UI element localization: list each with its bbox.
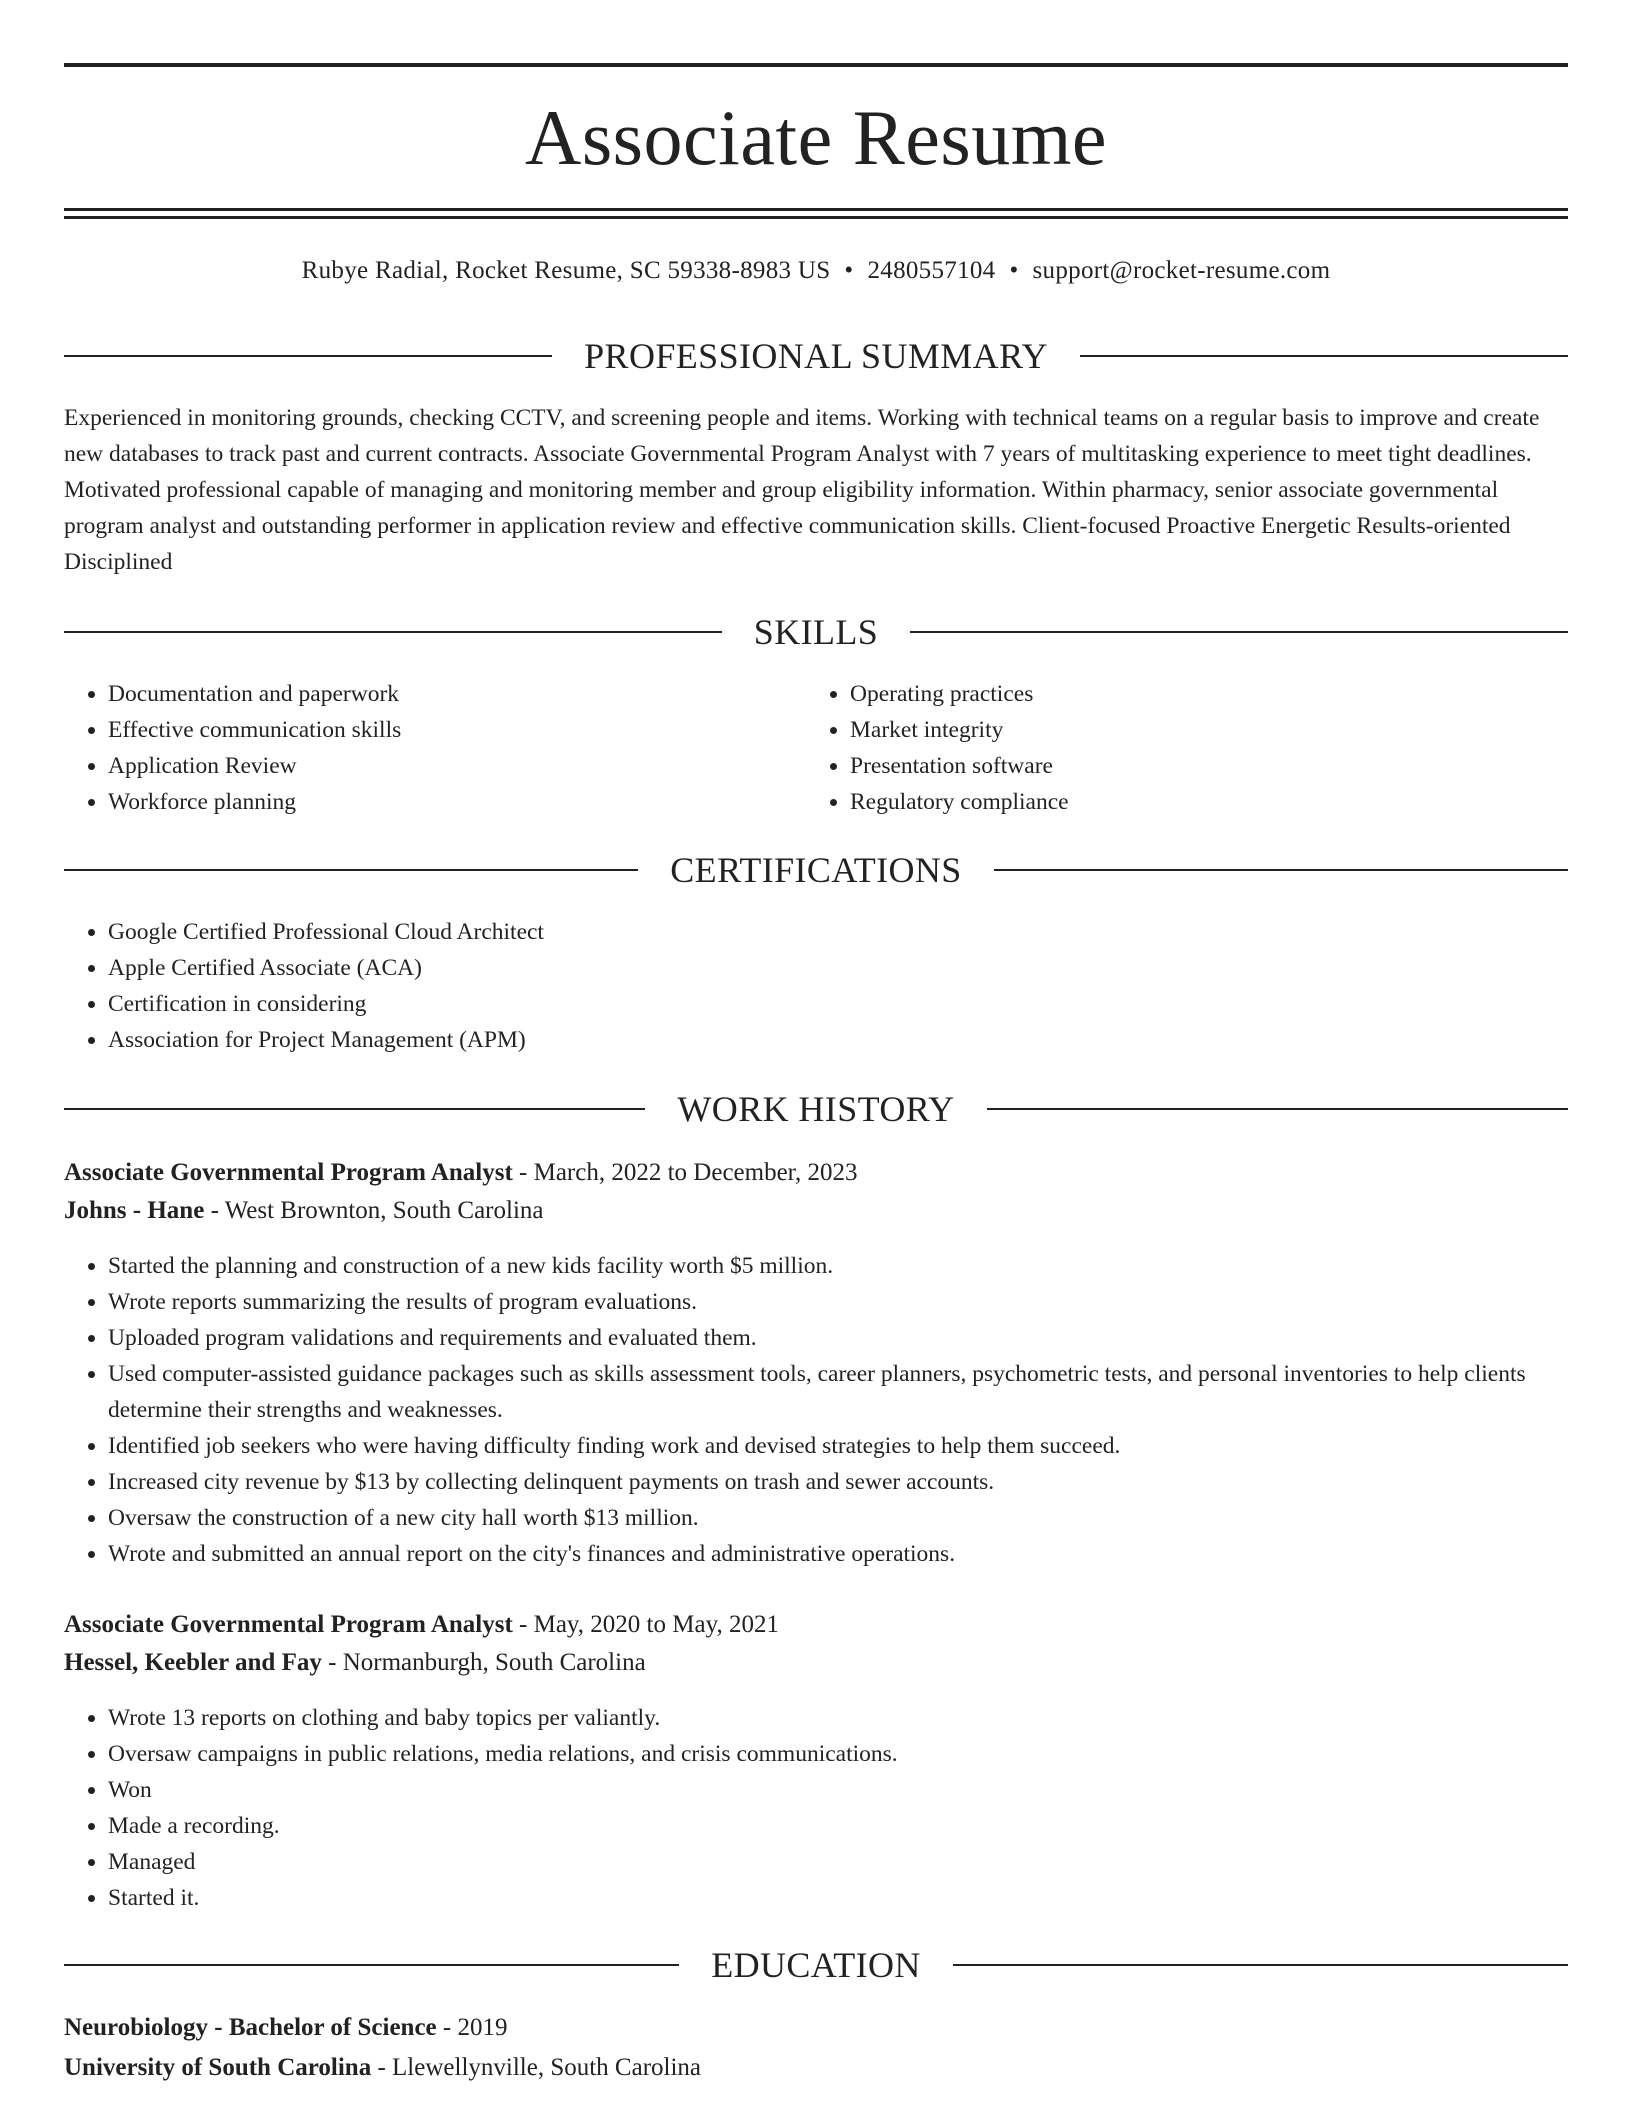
section-rule	[64, 1108, 645, 1110]
job-location: Normanburgh, South Carolina	[342, 1649, 646, 1676]
section-rule	[64, 1964, 679, 1966]
job-bullet: • Oversaw campaigns in public relations, media relations, and crisis communications.	[108, 1736, 1568, 1772]
job-location: West Brownton, South Carolina	[224, 1197, 544, 1224]
job-bullet: • Won	[108, 1772, 1568, 1808]
joiner: -	[321, 1649, 343, 1676]
top-rule	[64, 63, 1568, 67]
section-rule	[953, 1964, 1568, 1966]
section-header-skills	[64, 610, 1568, 654]
job-company: Johns - Hane	[64, 1197, 205, 1224]
job-bullet: • Managed	[108, 1844, 1568, 1880]
job-company: Hessel, Keebler and Fay	[64, 1649, 322, 1676]
job-title: Associate Governmental Program Analyst	[64, 1611, 513, 1638]
job-bullet: • Identified job seekers who were having difficulty finding work and devised strategies to help them succeed.	[108, 1428, 1568, 1464]
job-bullet: • Oversaw the construction of a new city hall worth $13 million.	[108, 1500, 1568, 1536]
job-bullet: • Used computer-assisted guidance packages such as skills assessment tools, career planners, psychometric tests, and personal inventories to help clients determine their strengths and weaknesses.	[108, 1356, 1568, 1428]
skill-item: • Workforce planning	[108, 784, 804, 820]
section-rule	[910, 631, 1568, 633]
job-bullet: • Uploaded program validations and requirements and evaluated them.	[108, 1320, 1568, 1356]
education-degree: Neurobiology - Bachelor of Science	[64, 2014, 437, 2041]
skill-item: • Regulatory compliance	[850, 784, 1546, 820]
certification-item: • Google Certified Professional Cloud Architect	[108, 914, 1568, 950]
job-dates: March, 2022 to December, 2023	[533, 1159, 858, 1186]
joiner: -	[436, 2014, 458, 2041]
joiner: -	[371, 2054, 393, 2081]
section-rule	[987, 1108, 1568, 1110]
skill-item: • Application Review	[108, 748, 804, 784]
contact-phone: 2480557104	[867, 257, 996, 284]
job-title: Associate Governmental Program Analyst	[64, 1159, 513, 1186]
section-rule	[1080, 355, 1568, 357]
joiner: -	[512, 1611, 534, 1638]
certification-item: • Association for Project Management (APM)	[108, 1022, 1568, 1058]
page-title: Associate Resume	[524, 94, 1108, 181]
skills-column-right	[806, 676, 1546, 820]
job-bullet: • Made a recording.	[108, 1808, 1568, 1844]
job-company-line	[64, 1192, 1568, 1230]
section-title: PROFESSIONAL SUMMARY	[584, 336, 1048, 376]
joiner: -	[512, 1159, 534, 1186]
section-title: WORK HISTORY	[677, 1089, 955, 1129]
education-location: Llewellynville, South Carolina	[392, 2054, 702, 2081]
education-school-line	[64, 2049, 1568, 2087]
section-title: EDUCATION	[711, 1945, 921, 1985]
section-header-certifications	[64, 848, 1568, 892]
job-bullet: • Started it.	[108, 1880, 1568, 1916]
job-dates: May, 2020 to May, 2021	[533, 1611, 779, 1638]
job-company-line	[64, 1644, 1568, 1682]
job-title-line	[64, 1154, 1568, 1192]
certification-item: • Apple Certified Associate (ACA)	[108, 950, 1568, 986]
section-rule	[64, 355, 552, 357]
section-header-work-history	[64, 1087, 1568, 1131]
contact-separator: •	[844, 257, 854, 284]
job-bullet: • Wrote 13 reports on clothing and baby topics per valiantly.	[108, 1700, 1568, 1736]
title-double-rule	[64, 208, 1568, 220]
education-year: 2019	[457, 2014, 508, 2041]
skill-item: • Documentation and paperwork	[108, 676, 804, 712]
job-bullet: • Wrote reports summarizing the results of program evaluations.	[108, 1284, 1568, 1320]
section-title: SKILLS	[753, 612, 879, 652]
section-rule	[64, 631, 722, 633]
job-bullets	[64, 1248, 1568, 1572]
skill-item: • Market integrity	[850, 712, 1546, 748]
joiner: -	[204, 1197, 225, 1224]
summary-text: Experienced in monitoring grounds, checking CCTV, and screening people and items. Working with technical teams on a regular basis to improve and create new databases to track past and current contracts. Associate Governmental Program Analyst with 7 years of multitasking experience to meet tight deadlines. Motivated professional capable of managing and monitoring member and group eligibility information. Within pharmacy, senior associate governmental program analyst and outstanding performer in application review and effective communication skills. Client-focused Proactive Energetic Results-oriented Disciplined	[64, 405, 1540, 575]
skills-column-left	[64, 676, 804, 820]
contact-line	[64, 254, 1568, 288]
education-school: University of South Carolina	[64, 2054, 372, 2081]
section-title: CERTIFICATIONS	[670, 850, 962, 890]
job-title-line	[64, 1606, 1568, 1644]
certifications-list	[64, 914, 1568, 1058]
section-header-education	[64, 1943, 1568, 1987]
section-rule	[64, 869, 638, 871]
education-degree-line	[64, 2009, 1568, 2047]
contact-email: support@rocket-resume.com	[1032, 257, 1331, 284]
skill-item: • Presentation software	[850, 748, 1546, 784]
skill-item: • Effective communication skills	[108, 712, 804, 748]
certification-item: • Certification in considering	[108, 986, 1568, 1022]
section-header-summary	[64, 334, 1568, 378]
job-bullets	[64, 1700, 1568, 1916]
job-bullet: • Increased city revenue by $13 by collecting delinquent payments on trash and sewer accounts.	[108, 1464, 1568, 1500]
contact-separator: •	[1009, 257, 1019, 284]
section-rule	[994, 869, 1568, 871]
job-bullet: • Wrote and submitted an annual report on the city's finances and administrative operations.	[108, 1536, 1568, 1572]
skill-item: • Operating practices	[850, 676, 1546, 712]
contact-address: Rubye Radial, Rocket Resume, SC 59338-8983 US	[301, 257, 831, 284]
job-bullet: • Started the planning and construction of a new kids facility worth $5 million.	[108, 1248, 1568, 1284]
